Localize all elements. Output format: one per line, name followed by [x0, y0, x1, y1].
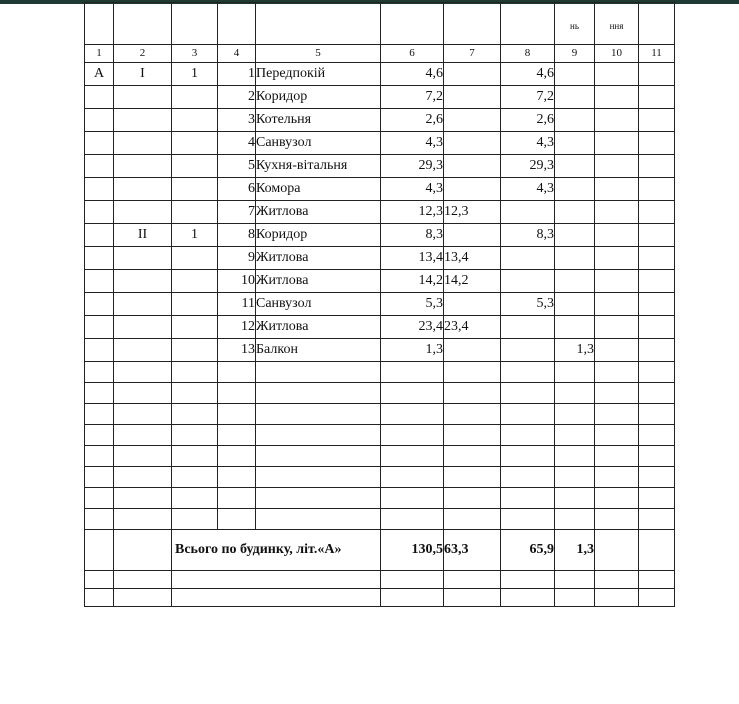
- balcony-area-cell: [555, 316, 595, 339]
- table-row: [85, 270, 675, 293]
- empty-row: [85, 509, 675, 530]
- empty-cell: [595, 293, 639, 316]
- floor-cell: [114, 132, 172, 155]
- litera-cell: [85, 339, 114, 362]
- empty-cell: [501, 425, 555, 446]
- apartment-cell: [172, 201, 218, 224]
- auxiliary-area-cell: [501, 247, 555, 270]
- living-area-cell: [444, 132, 501, 155]
- room-name-cell: Санвузол: [256, 293, 381, 316]
- empty-row: [85, 571, 675, 589]
- empty-cell: [256, 509, 381, 530]
- auxiliary-area-cell: 4,3: [501, 178, 555, 201]
- empty-row: [85, 589, 675, 607]
- apartment-cell: [172, 155, 218, 178]
- totals-total-area: 130,5: [381, 530, 444, 571]
- empty-cell: [555, 589, 595, 607]
- empty-cell: [639, 316, 675, 339]
- empty-cell: [381, 362, 444, 383]
- balcony-area-cell: [555, 270, 595, 293]
- table-row: [85, 316, 675, 339]
- table-row: [85, 86, 675, 109]
- empty-cell: [639, 201, 675, 224]
- column-number: 1: [85, 45, 114, 63]
- room-number-cell: 11: [218, 293, 256, 316]
- floor-cell: [114, 86, 172, 109]
- living-area-cell: [444, 224, 501, 247]
- room-number-cell: 6: [218, 178, 256, 201]
- litera-cell: [85, 178, 114, 201]
- room-number-cell: 5: [218, 155, 256, 178]
- empty-cell: [639, 362, 675, 383]
- empty-cell: [501, 571, 555, 589]
- total-area-cell: 12,3: [381, 201, 444, 224]
- room-number-cell: 7: [218, 201, 256, 224]
- empty-cell: [639, 270, 675, 293]
- empty-cell: [172, 425, 218, 446]
- balcony-area-cell: [555, 86, 595, 109]
- living-area-cell: [444, 109, 501, 132]
- empty-cell: [555, 509, 595, 530]
- living-area-cell: [444, 293, 501, 316]
- floor-cell: [114, 247, 172, 270]
- empty-cell: [114, 446, 172, 467]
- empty-cell: [256, 488, 381, 509]
- table-row: [85, 339, 675, 362]
- balcony-area-cell: [555, 247, 595, 270]
- empty-cell: [218, 425, 256, 446]
- column-number: 7: [444, 45, 501, 63]
- empty-cell: [256, 404, 381, 425]
- apartment-cell: [172, 132, 218, 155]
- empty-cell: [595, 224, 639, 247]
- apartment-cell: [172, 109, 218, 132]
- empty-cell: [114, 488, 172, 509]
- empty-cell: [595, 488, 639, 509]
- floor-cell: І: [114, 63, 172, 86]
- apartment-cell: 1: [172, 63, 218, 86]
- auxiliary-area-cell: [501, 339, 555, 362]
- empty-cell: [256, 362, 381, 383]
- table-row: [85, 63, 675, 86]
- empty-cell: [595, 509, 639, 530]
- room-name-cell: Балкон: [256, 339, 381, 362]
- floor-cell: [114, 339, 172, 362]
- empty-cell: [85, 383, 114, 404]
- empty-cell: [172, 404, 218, 425]
- auxiliary-area-cell: 4,6: [501, 63, 555, 86]
- balcony-area-cell: [555, 178, 595, 201]
- floor-cell: [114, 201, 172, 224]
- litera-cell: [85, 132, 114, 155]
- empty-cell: [639, 293, 675, 316]
- empty-cell: [444, 488, 501, 509]
- empty-cell: [501, 488, 555, 509]
- apartment-cell: [172, 316, 218, 339]
- empty-cell: [595, 270, 639, 293]
- empty-cell: [256, 467, 381, 488]
- column-number: 11: [639, 45, 675, 63]
- empty-cell: [218, 362, 256, 383]
- room-name-cell: Комора: [256, 178, 381, 201]
- empty-cell: [595, 571, 639, 589]
- empty-cell: [85, 446, 114, 467]
- table-row: [85, 178, 675, 201]
- empty-cell: [172, 571, 381, 589]
- litera-cell: [85, 155, 114, 178]
- room-name-cell: Кухня-вітальня: [256, 155, 381, 178]
- floor-cell: [114, 270, 172, 293]
- litera-cell: [85, 270, 114, 293]
- column-number: 10: [595, 45, 639, 63]
- litera-cell: [85, 247, 114, 270]
- empty-cell: [114, 404, 172, 425]
- total-area-cell: 4,6: [381, 63, 444, 86]
- empty-cell: [595, 404, 639, 425]
- empty-cell: [595, 86, 639, 109]
- apartment-cell: [172, 86, 218, 109]
- total-area-cell: 1,3: [381, 339, 444, 362]
- empty-cell: [444, 446, 501, 467]
- litera-cell: [85, 293, 114, 316]
- empty-cell: [85, 425, 114, 446]
- living-area-cell: [444, 178, 501, 201]
- empty-cell: [256, 425, 381, 446]
- apartment-cell: [172, 270, 218, 293]
- auxiliary-area-cell: 7,2: [501, 86, 555, 109]
- empty-cell: [595, 425, 639, 446]
- column-number: 4: [218, 45, 256, 63]
- living-area-cell: [444, 86, 501, 109]
- litera-cell: [85, 86, 114, 109]
- empty-cell: [595, 339, 639, 362]
- room-number-cell: 1: [218, 63, 256, 86]
- room-name-cell: Житлова: [256, 316, 381, 339]
- room-name-cell: Житлова: [256, 247, 381, 270]
- empty-cell: [595, 63, 639, 86]
- auxiliary-area-cell: [501, 270, 555, 293]
- column-number: 6: [381, 45, 444, 63]
- column-number: 2: [114, 45, 172, 63]
- total-area-cell: 14,2: [381, 270, 444, 293]
- empty-cell: [218, 383, 256, 404]
- empty-cell: [639, 383, 675, 404]
- totals-auxiliary-area: 65,9: [501, 530, 555, 571]
- floor-cell: [114, 155, 172, 178]
- table-row: [85, 155, 675, 178]
- room-number-cell: 9: [218, 247, 256, 270]
- empty-cell: [501, 589, 555, 607]
- empty-cell: [444, 467, 501, 488]
- empty-cell: [85, 509, 114, 530]
- room-name-cell: Коридор: [256, 224, 381, 247]
- empty-cell: [114, 530, 172, 571]
- auxiliary-area-cell: 8,3: [501, 224, 555, 247]
- empty-cell: [595, 316, 639, 339]
- balcony-area-cell: [555, 63, 595, 86]
- header-fragment-col9: нь: [570, 21, 579, 31]
- empty-row: [85, 404, 675, 425]
- floor-cell: ІІ: [114, 224, 172, 247]
- room-number-cell: 2: [218, 86, 256, 109]
- room-name-cell: Житлова: [256, 270, 381, 293]
- floor-area-table: [84, 2, 675, 607]
- empty-row: [85, 383, 675, 404]
- balcony-area-cell: [555, 155, 595, 178]
- empty-cell: [218, 467, 256, 488]
- total-area-cell: 23,4: [381, 316, 444, 339]
- living-area-cell: 14,2: [444, 270, 501, 293]
- empty-cell: [595, 383, 639, 404]
- empty-cell: [114, 362, 172, 383]
- empty-cell: [85, 571, 114, 589]
- empty-row: [85, 488, 675, 509]
- empty-cell: [639, 132, 675, 155]
- auxiliary-area-cell: [501, 201, 555, 224]
- empty-cell: [218, 488, 256, 509]
- empty-cell: [639, 224, 675, 247]
- empty-cell: [172, 362, 218, 383]
- empty-cell: [595, 589, 639, 607]
- total-area-cell: 13,4: [381, 247, 444, 270]
- balcony-area-cell: 1,3: [555, 339, 595, 362]
- empty-cell: [501, 509, 555, 530]
- empty-cell: [555, 571, 595, 589]
- empty-cell: [639, 425, 675, 446]
- living-area-cell: 13,4: [444, 247, 501, 270]
- floor-cell: [114, 109, 172, 132]
- empty-cell: [595, 530, 639, 571]
- empty-cell: [501, 467, 555, 488]
- empty-cell: [85, 488, 114, 509]
- table-row: [85, 224, 675, 247]
- empty-cell: [172, 509, 218, 530]
- empty-cell: [444, 509, 501, 530]
- empty-cell: [595, 109, 639, 132]
- empty-cell: [444, 589, 501, 607]
- floor-cell: [114, 178, 172, 201]
- empty-cell: [639, 155, 675, 178]
- litera-cell: А: [85, 63, 114, 86]
- room-number-cell: 13: [218, 339, 256, 362]
- total-area-cell: 4,3: [381, 132, 444, 155]
- room-number-cell: 4: [218, 132, 256, 155]
- auxiliary-area-cell: 4,3: [501, 132, 555, 155]
- empty-row: [85, 362, 675, 383]
- empty-cell: [639, 467, 675, 488]
- total-area-cell: 4,3: [381, 178, 444, 201]
- totals-label: Всього по будинку, літ.«А»: [172, 530, 381, 571]
- empty-cell: [555, 446, 595, 467]
- living-area-cell: [444, 339, 501, 362]
- empty-cell: [85, 467, 114, 488]
- empty-row: [85, 467, 675, 488]
- litera-cell: [85, 316, 114, 339]
- empty-cell: [381, 589, 444, 607]
- empty-cell: [555, 383, 595, 404]
- empty-cell: [444, 404, 501, 425]
- empty-cell: [501, 446, 555, 467]
- living-area-cell: 23,4: [444, 316, 501, 339]
- empty-cell: [172, 589, 381, 607]
- empty-cell: [444, 425, 501, 446]
- totals-row: [85, 530, 675, 571]
- column-number-row: [85, 45, 675, 63]
- empty-cell: [172, 446, 218, 467]
- empty-cell: [595, 132, 639, 155]
- empty-cell: [381, 467, 444, 488]
- empty-cell: [501, 404, 555, 425]
- empty-cell: [639, 86, 675, 109]
- balcony-area-cell: [555, 293, 595, 316]
- empty-row: [85, 446, 675, 467]
- auxiliary-area-cell: 2,6: [501, 109, 555, 132]
- room-number-cell: 3: [218, 109, 256, 132]
- floor-cell: [114, 293, 172, 316]
- room-name-cell: Передпокій: [256, 63, 381, 86]
- total-area-cell: 29,3: [381, 155, 444, 178]
- room-name-cell: Котельня: [256, 109, 381, 132]
- balcony-area-cell: [555, 132, 595, 155]
- empty-cell: [555, 404, 595, 425]
- empty-cell: [172, 383, 218, 404]
- room-name-cell: Житлова: [256, 201, 381, 224]
- column-number: 8: [501, 45, 555, 63]
- empty-cell: [639, 109, 675, 132]
- empty-cell: [381, 509, 444, 530]
- empty-cell: [381, 425, 444, 446]
- empty-cell: [114, 571, 172, 589]
- table-row: [85, 109, 675, 132]
- empty-cell: [639, 571, 675, 589]
- totals-balcony-area: 1,3: [555, 530, 595, 571]
- column-number: 3: [172, 45, 218, 63]
- empty-cell: [639, 339, 675, 362]
- empty-cell: [114, 509, 172, 530]
- table-row: [85, 293, 675, 316]
- apartment-cell: [172, 339, 218, 362]
- litera-cell: [85, 201, 114, 224]
- empty-cell: [172, 467, 218, 488]
- room-name-cell: Санвузол: [256, 132, 381, 155]
- empty-cell: [639, 247, 675, 270]
- living-area-cell: [444, 63, 501, 86]
- empty-cell: [114, 467, 172, 488]
- empty-cell: [595, 155, 639, 178]
- empty-cell: [172, 488, 218, 509]
- total-area-cell: 8,3: [381, 224, 444, 247]
- living-area-cell: [444, 155, 501, 178]
- column-number: 5: [256, 45, 381, 63]
- empty-cell: [555, 488, 595, 509]
- empty-cell: [595, 467, 639, 488]
- room-number-cell: 8: [218, 224, 256, 247]
- empty-cell: [639, 178, 675, 201]
- empty-row: [85, 425, 675, 446]
- empty-cell: [218, 404, 256, 425]
- empty-cell: [639, 404, 675, 425]
- empty-cell: [639, 509, 675, 530]
- auxiliary-area-cell: 5,3: [501, 293, 555, 316]
- empty-cell: [444, 571, 501, 589]
- empty-cell: [639, 63, 675, 86]
- apartment-cell: [172, 247, 218, 270]
- empty-cell: [555, 467, 595, 488]
- empty-cell: [595, 201, 639, 224]
- empty-cell: [501, 383, 555, 404]
- empty-cell: [444, 383, 501, 404]
- empty-cell: [381, 571, 444, 589]
- apartment-cell: 1: [172, 224, 218, 247]
- floor-cell: [114, 316, 172, 339]
- empty-cell: [114, 589, 172, 607]
- empty-cell: [85, 404, 114, 425]
- apartment-cell: [172, 178, 218, 201]
- empty-cell: [595, 446, 639, 467]
- header-fragment-col10: ння: [609, 21, 624, 31]
- room-name-cell: Коридор: [256, 86, 381, 109]
- room-number-cell: 12: [218, 316, 256, 339]
- empty-cell: [639, 589, 675, 607]
- apartment-cell: [172, 293, 218, 316]
- table-row: [85, 132, 675, 155]
- empty-cell: [381, 383, 444, 404]
- empty-cell: [444, 362, 501, 383]
- header-row: [85, 3, 675, 45]
- empty-cell: [114, 425, 172, 446]
- empty-cell: [114, 383, 172, 404]
- empty-cell: [595, 178, 639, 201]
- empty-cell: [555, 362, 595, 383]
- empty-cell: [555, 425, 595, 446]
- table-row: [85, 247, 675, 270]
- litera-cell: [85, 224, 114, 247]
- totals-living-area: 63,3: [444, 530, 501, 571]
- balcony-area-cell: [555, 201, 595, 224]
- empty-cell: [639, 488, 675, 509]
- empty-cell: [256, 383, 381, 404]
- room-number-cell: 10: [218, 270, 256, 293]
- empty-cell: [218, 446, 256, 467]
- total-area-cell: 5,3: [381, 293, 444, 316]
- total-area-cell: 7,2: [381, 86, 444, 109]
- living-area-cell: 12,3: [444, 201, 501, 224]
- balcony-area-cell: [555, 224, 595, 247]
- empty-cell: [639, 530, 675, 571]
- column-number: 9: [555, 45, 595, 63]
- litera-cell: [85, 109, 114, 132]
- empty-cell: [639, 446, 675, 467]
- empty-cell: [381, 404, 444, 425]
- empty-cell: [381, 446, 444, 467]
- empty-cell: [595, 362, 639, 383]
- empty-cell: [381, 488, 444, 509]
- auxiliary-area-cell: 29,3: [501, 155, 555, 178]
- table-row: [85, 201, 675, 224]
- auxiliary-area-cell: [501, 316, 555, 339]
- empty-cell: [595, 247, 639, 270]
- empty-cell: [256, 446, 381, 467]
- empty-cell: [85, 589, 114, 607]
- balcony-area-cell: [555, 109, 595, 132]
- empty-cell: [501, 362, 555, 383]
- empty-cell: [85, 362, 114, 383]
- empty-cell: [218, 509, 256, 530]
- empty-cell: [85, 530, 114, 571]
- total-area-cell: 2,6: [381, 109, 444, 132]
